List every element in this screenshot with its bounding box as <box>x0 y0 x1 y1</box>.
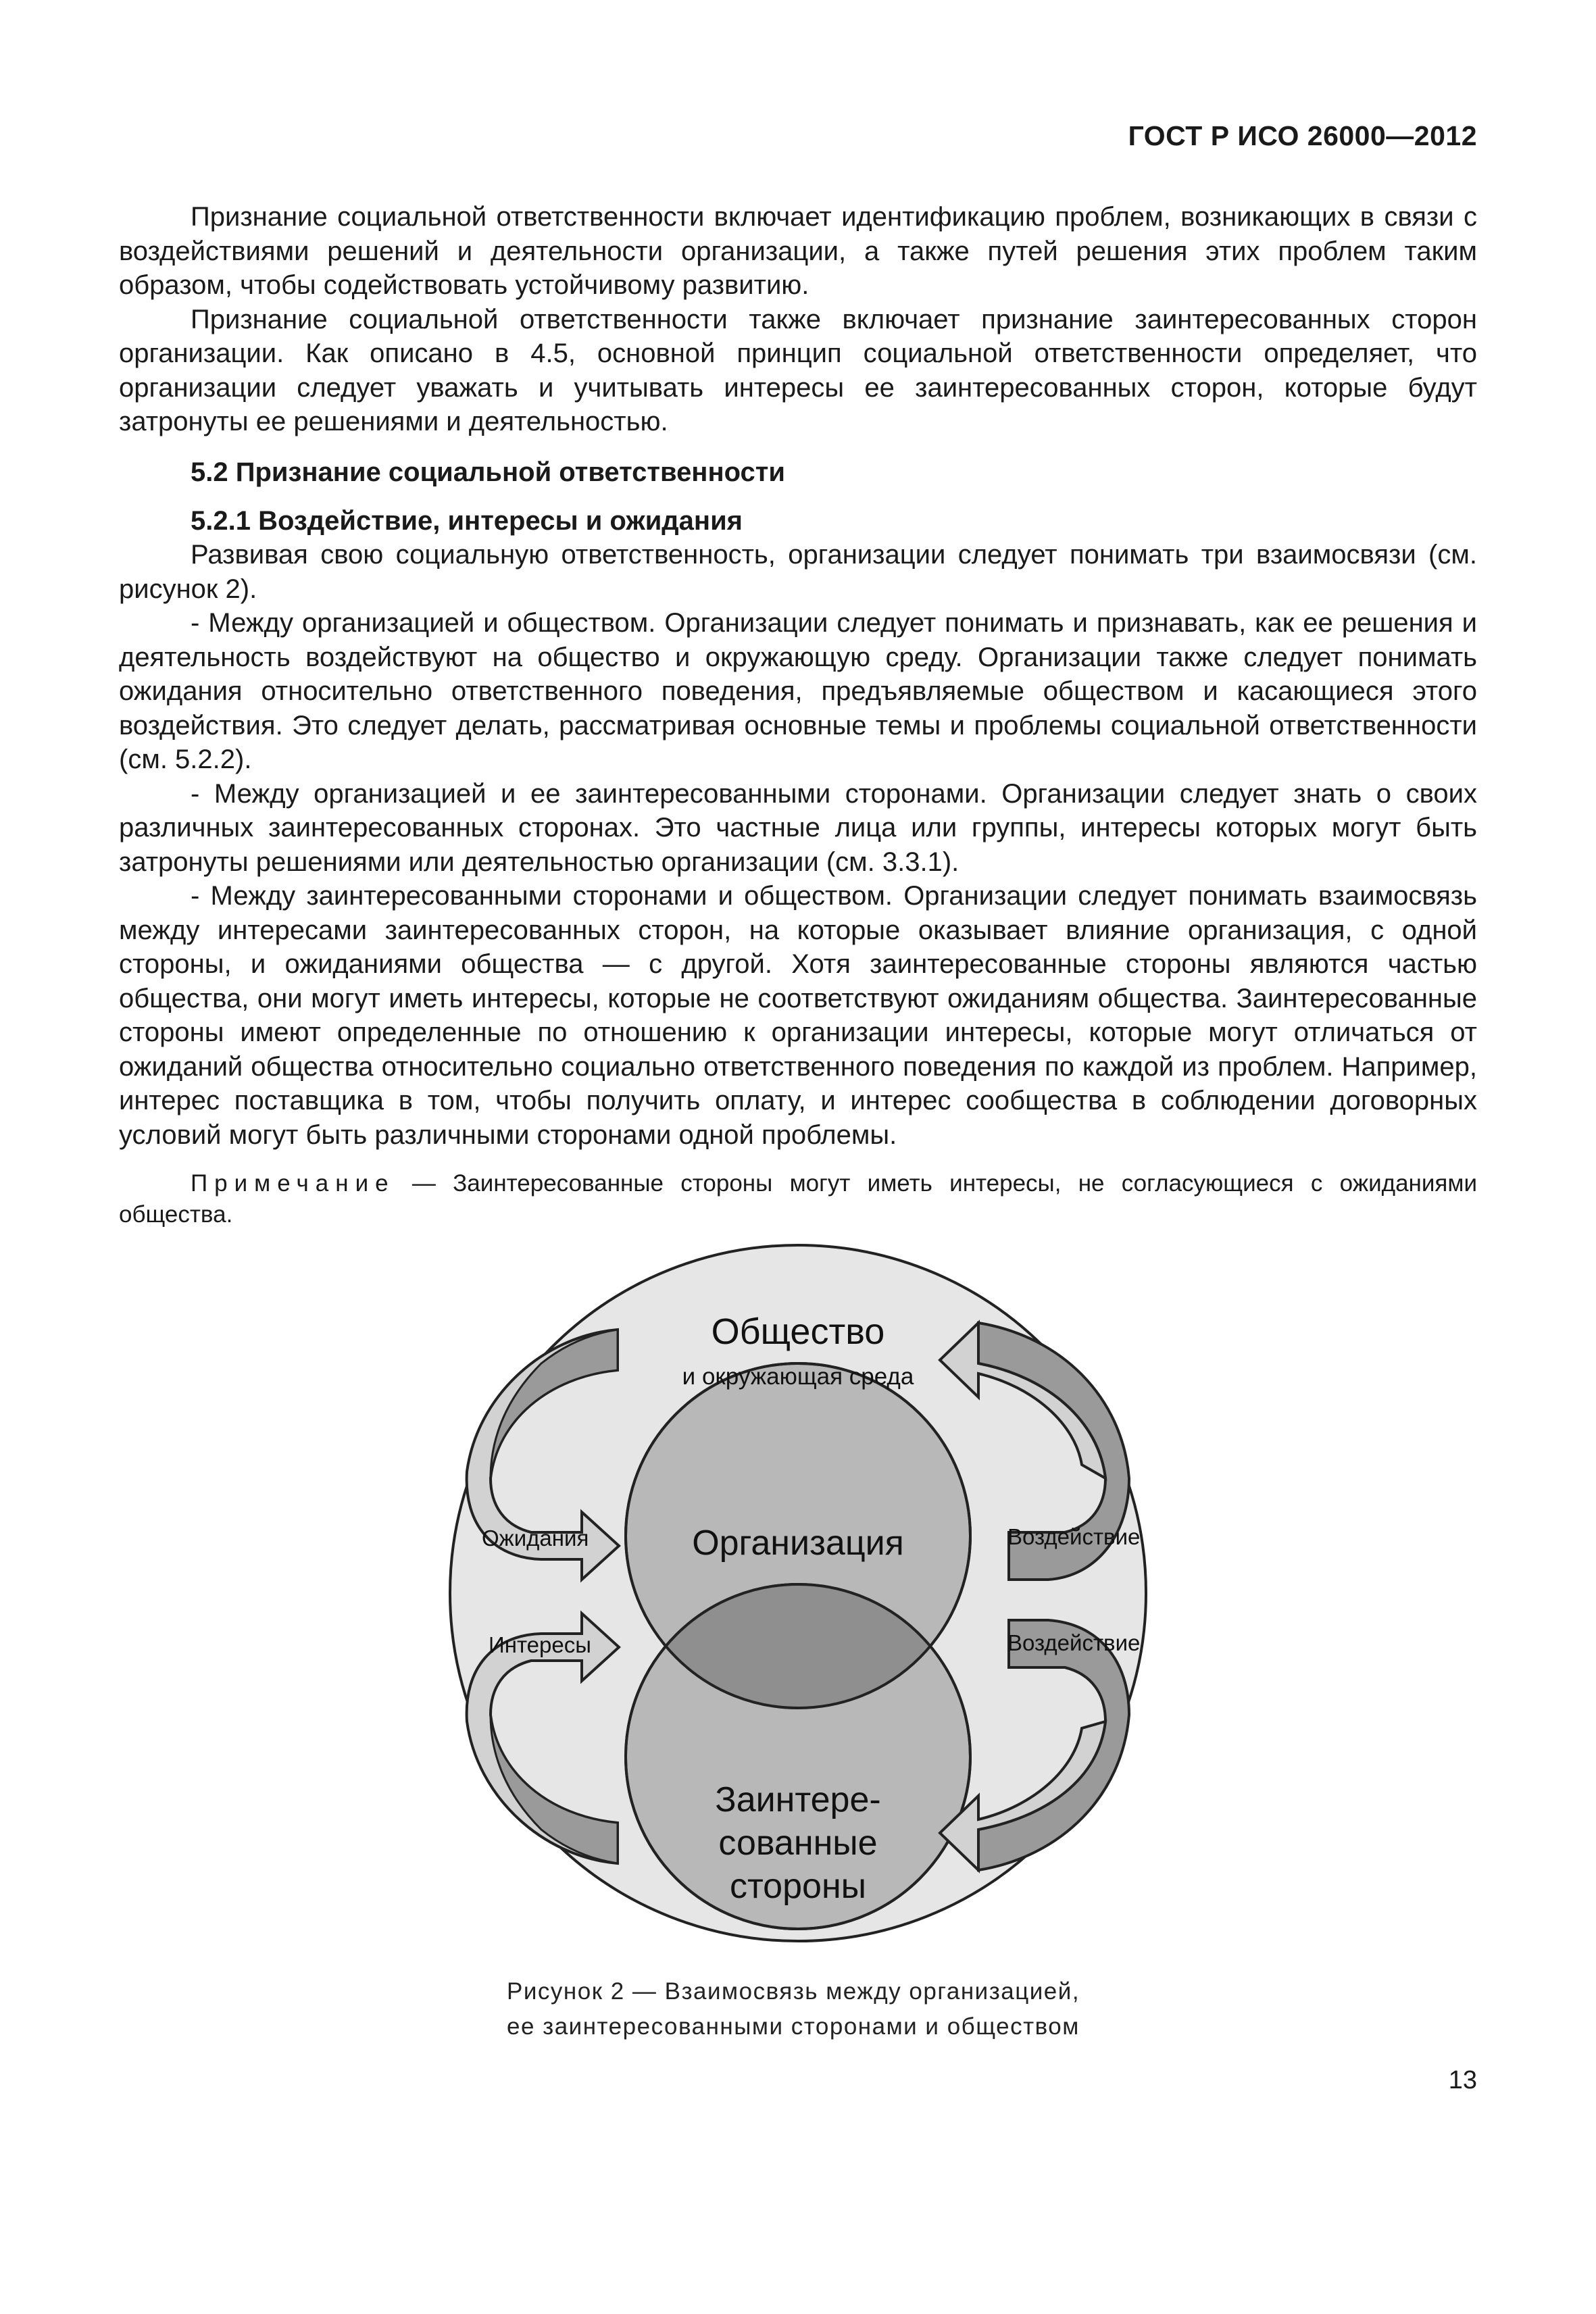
impact-top-label: Воздействие <box>1007 1524 1141 1549</box>
impact-bottom-label: Воздействие <box>1007 1630 1141 1655</box>
section-heading: 5.2 Признание социальной ответственности <box>191 457 785 487</box>
paragraph: Признание социальной ответственности также включает признание заинтересованных сторон организации. Как описано в 4.5, основной принцип социальной ответственности определяет, что организации следует уважать и учитывать интересы ее заинтересованных сторон, которые будут затронуты ее решениями и деятельностью. <box>119 304 1477 436</box>
page-number: 13 <box>1448 2066 1477 2094</box>
note-text: — Заинтересованные стороны могут иметь интересы, не согласующиеся с ожиданиями общества. <box>119 1170 1477 1228</box>
caption-line: Рисунок 2 — Взаимосвязь между организацией, <box>507 1978 1080 2005</box>
paragraph: - Между организацией и ее заинтересованными сторонами. Организации следует знать о своих различных заинтересованных сторонах. Это частные лица или группы, интересы которых могут быть затронуты решениями или деятельностью организации (см. 3.3.1). <box>119 778 1477 877</box>
paragraph: - Между заинтересованными сторонами и обществом. Организации следует понимать взаимосвязь между интересами заинтересованных сторон, на которые оказывает влияние организация, с одной стороны, и ожиданиями общества — с другой. Хотя заинтересованные стороны являются частью общества, они могут иметь интересы, которые не соответствуют ожиданиям общества. Заинтересованные стороны имеют определенные по отношению к организации интересы, которые могут отличаться от ожиданий общества относительно социально ответственного поведения по каждой из проблем. Например, интерес поставщика в том, чтобы получить оплату, и интерес сообщества в соблюдении договорных условий могут быть различными сторонами одной проблемы. <box>119 881 1477 1150</box>
society-title: Общество <box>711 1311 885 1352</box>
stakeholders-label-line3: стороны <box>729 1867 867 1906</box>
figure-relationships <box>440 1235 1156 1958</box>
subsection-heading: 5.2.1 Воздействие, интересы и ожидания <box>191 506 743 536</box>
document-body <box>119 200 1477 1230</box>
expectations-label: Ожидания <box>482 1526 589 1551</box>
stakeholders-label-line1: Заинтере- <box>715 1780 881 1819</box>
interests-label: Интересы <box>489 1632 591 1657</box>
stakeholders-label-line2: сованные <box>718 1823 878 1863</box>
paragraph: - Между организацией и обществом. Организации следует понимать и признавать, как ее решения и деятельность воздействуют на общество и окружающую среду. Организации также следует понимать ожидания относительно ответственного поведения, предъявляемые обществом и касающиеся этого воздействия. Это следует делать, рассматривая основные темы и проблемы социальной ответственности (см. 5.2.2). <box>119 608 1477 774</box>
figure-caption <box>507 1974 1095 2044</box>
caption-line: ее заинтересованными сторонами и обществом <box>507 2013 1080 2040</box>
organization-label: Организация <box>692 1524 904 1563</box>
society-subtitle: и окружающая среда <box>682 1363 914 1390</box>
note <box>119 1168 1477 1230</box>
standard-code: ГОСТ Р ИСО 26000—2012 <box>1128 120 1477 151</box>
paragraph: Развивая свою социальную ответственность, организации следует понимать три взаимосвязи (см. рисунок 2). <box>119 540 1477 604</box>
note-label: Примечание <box>191 1170 395 1197</box>
paragraph: Признание социальной ответственности включает идентификацию проблем, возникающих в связи с воздействиями решений и деятельности организации, а также путей решения этих проблем таким образом, чтобы содействовать устойчивому развитию. <box>119 202 1477 300</box>
